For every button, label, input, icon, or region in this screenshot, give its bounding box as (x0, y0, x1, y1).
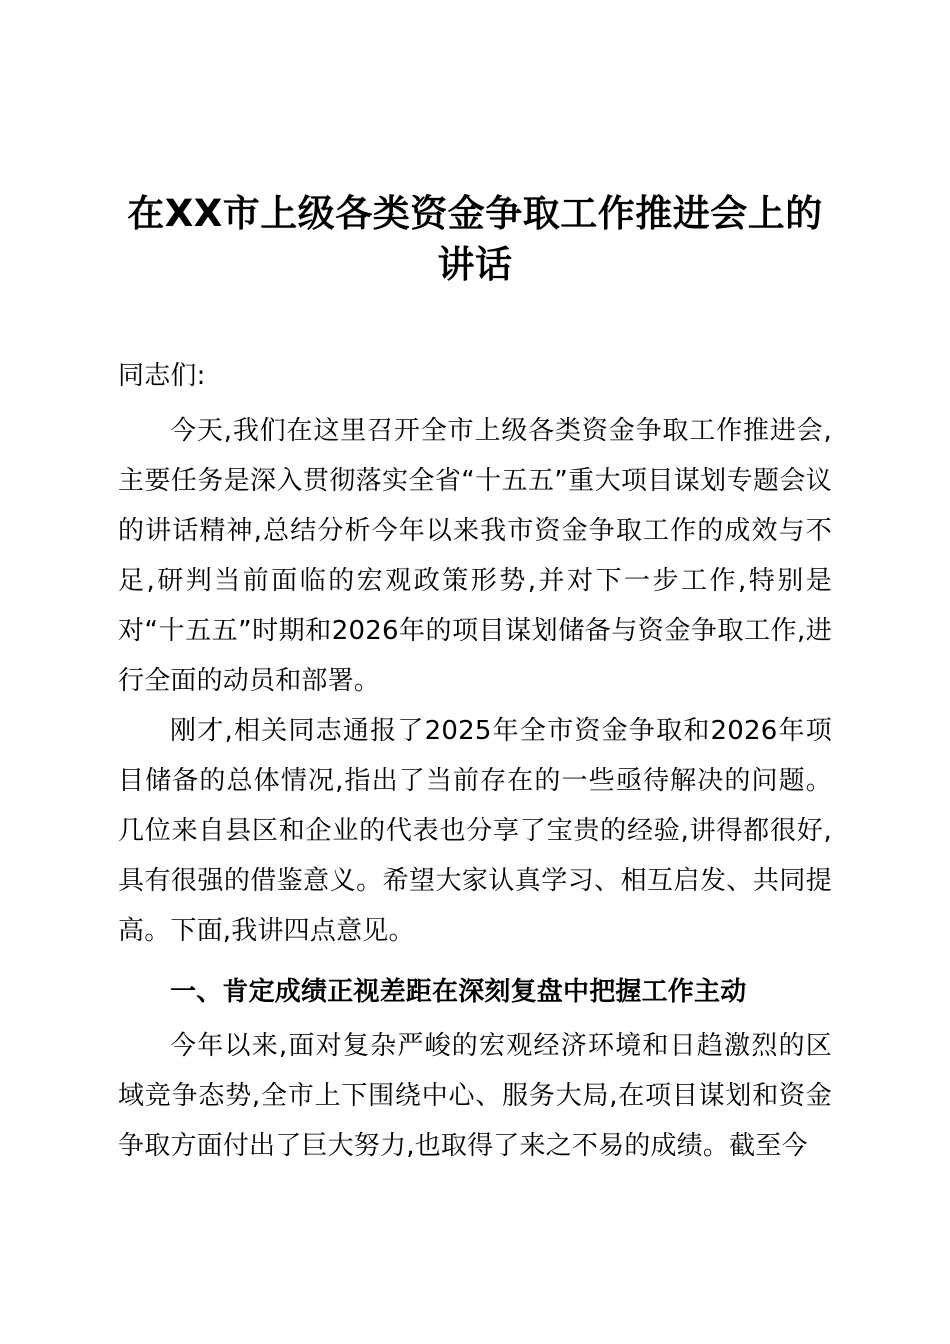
salutation: 同志们: (118, 361, 206, 392)
page-title: 在XX市上级各类资金争取工作推进会上的讲话 (127, 192, 823, 287)
section-heading-1: 一、肯定成绩正视差距在深刻复盘中把握工作主动 (170, 977, 747, 1008)
paragraph-2: 刚才,相关同志通报了2025年全市资金争取和2026年项目储备的总体情况,指出了当前存在的一些亟待解决的问题。几位来自县区和企业的代表也分享了宝贵的经验,讲得都很好,具有很强的借鉴意义。希望大家认真学习、相互启发、共同提高。下面,我讲四点意见。 (118, 715, 832, 946)
paragraph-3: 今年以来,面对复杂严峻的宏观经济环境和日趋激烈的区域竞争态势,全市上下围绕中心、服务大局,在项目谋划和资金争取方面付出了巨大努力,也取得了来之不易的成绩。截至今 (118, 1031, 832, 1162)
paragraph-1: 今天,我们在这里召开全市上级各类资金争取工作推进会,主要任务是深入贯彻落实全省“十五五”重大项目谋划专题会议的讲话精神,总结分析今年以来我市资金争取工作的成效与不足,研判当前面临的宏观政策形势,并对下一步工作,特别是对“十五五”时期和2026年的项目谋划储备与资金争取工作,进行全面的动员和部署。 (118, 416, 832, 697)
